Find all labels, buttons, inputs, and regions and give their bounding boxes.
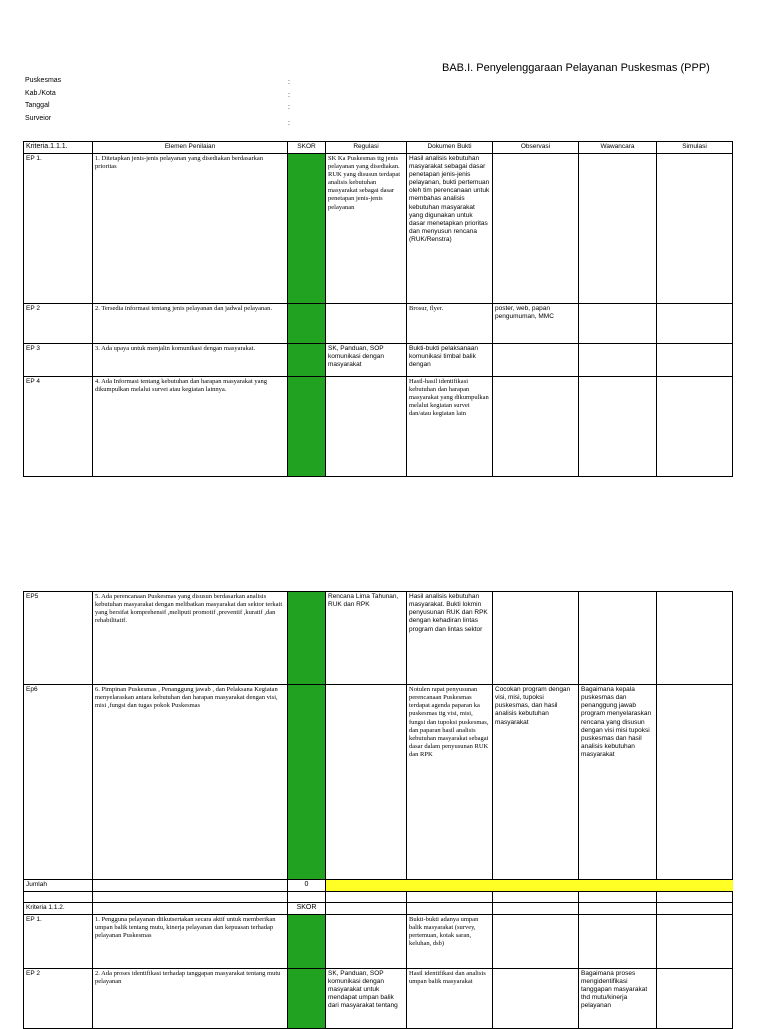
regulasi-header: Regulasi xyxy=(326,142,407,154)
ep-label: EP 4 xyxy=(24,376,93,476)
meta-kab-kota: Kab./Kota : xyxy=(25,89,290,99)
skor-cell[interactable] xyxy=(288,303,326,343)
wawancara-cell xyxy=(579,303,657,343)
regulasi-cell: SK, Panduan, SOP komunikasi dengan masyarakat untuk mendapat umpan balik dari masyarakat tentang xyxy=(326,968,407,1028)
table-row xyxy=(24,376,733,476)
skor-cell[interactable] xyxy=(288,153,326,303)
simulasi-cell xyxy=(657,685,733,880)
meta-surveior: Surveior : xyxy=(25,114,290,127)
simulasi-cell xyxy=(657,303,733,343)
ep-label: EP5 xyxy=(24,592,93,685)
table-row xyxy=(24,968,733,1028)
skor-header: SKOR xyxy=(288,902,326,914)
kriteria-continued-table xyxy=(23,591,733,1029)
elemen-cell: 2. Ada proses identifikasi terhadap tanggapan masyarakat tentang mutu pelayanan xyxy=(93,968,288,1028)
regulasi-cell: SK, Panduan, SOP komunikasi dengan masyarakat xyxy=(326,343,407,376)
skor-cell[interactable] xyxy=(288,592,326,685)
jumlah-highlight xyxy=(326,880,733,892)
wawancara-cell xyxy=(579,592,657,685)
simulasi-header: Simulasi xyxy=(657,142,733,154)
simulasi-cell xyxy=(657,968,733,1028)
simulasi-cell xyxy=(657,914,733,968)
elemen-cell: 3. Ada upaya untuk menjalin komunikasi dengan masyarakat. xyxy=(93,343,288,376)
ep-label: EP 2 xyxy=(24,968,93,1028)
observasi-cell xyxy=(493,592,579,685)
elemen-cell: 5. Ada perencanaan Puskesmas yang disusun berdasarkan analisis kebutuhan masyarakat dengan melibatkan masyarakat dan sektor terkait yang bersifat komprehensif ,meliputi promotif ,preventif ,kuratif ,dan rehabilitatif. xyxy=(93,592,288,685)
dokumen-cell: Brosur, flyer. xyxy=(407,303,493,343)
dokumen-cell: Hasil-hasil identifikasi kebutuhan dan harapan masyarakat yang dikumpulkan melalui kegiatan survei dan/atau kegiatan lain xyxy=(407,376,493,476)
page-title: BAB.I. Penyelenggaraan Pelayanan Puskesmas (PPP) xyxy=(442,62,710,74)
spacer-row xyxy=(24,891,733,902)
jumlah-label: Jumlah xyxy=(24,880,93,892)
simulasi-cell xyxy=(657,376,733,476)
kriteria-label: Kriteria 1.1.2. xyxy=(24,902,93,914)
wawancara-cell: Bagaimana kepala puskesmas dan penanggung jawab program menyelaraskan rencana yang disusun dengan visi misi tupoksi puskesmas dan hasil analisis kebutuhan masyarakat xyxy=(579,685,657,880)
observasi-cell xyxy=(493,914,579,968)
regulasi-cell xyxy=(326,376,407,476)
wawancara-cell: Bagaimana proses mengidentifikasi tanggapan masyarakat thd mutu/kinerja pelayanan xyxy=(579,968,657,1028)
skor-header: SKOR xyxy=(288,142,326,154)
meta-tanggal: Tanggal : xyxy=(25,102,290,111)
observasi-cell xyxy=(493,968,579,1028)
skor-cell[interactable] xyxy=(288,685,326,880)
observasi-cell xyxy=(493,343,579,376)
meta-puskesmas: Puskesmas : xyxy=(25,77,290,86)
dokumen-header: Dokumen Bukti xyxy=(407,142,493,154)
elemen-cell: 1. Ditetapkan jenis-jenis pelayanan yang disediakan berdasarkan prioritas xyxy=(93,153,288,303)
survey-meta xyxy=(25,77,290,127)
elemen-cell: 4. Ada Informasi tentang kebutuhan dan harapan masyarakat yang dikumpulkan melalui survei atau kegiatan lainnya. xyxy=(93,376,288,476)
elemen-header: Elemen Penilaian xyxy=(93,142,288,154)
ep-label: EP 1. xyxy=(24,153,93,303)
skor-cell[interactable] xyxy=(288,343,326,376)
jumlah-blank xyxy=(93,880,288,892)
skor-cell[interactable] xyxy=(288,376,326,476)
observasi-cell: Cocokan program dengan visi, misi, tupoksi puskesmas, dan hasil analisis kebutuhan masyarakat xyxy=(493,685,579,880)
regulasi-cell xyxy=(326,914,407,968)
dokumen-cell: Bukti-bukti adanya umpan balik masyarakat (survey, pertemuan, kotak saran, keluhan, dsb) xyxy=(407,914,493,968)
elemen-cell: 2. Tersedia informasi tentang jenis pelayanan dan jadwal pelayanan. xyxy=(93,303,288,343)
jumlah-row xyxy=(24,880,733,892)
table-header-row xyxy=(24,142,733,154)
table-row xyxy=(24,685,733,880)
wawancara-cell xyxy=(579,376,657,476)
dokumen-cell: Hasil identifikasi dan analisis umpan balik masyarakat xyxy=(407,968,493,1028)
kriteria-1-1-1-table xyxy=(23,141,733,477)
table-row xyxy=(24,303,733,343)
table-row xyxy=(24,914,733,968)
skor-cell[interactable] xyxy=(288,914,326,968)
observasi-header: Observasi xyxy=(493,142,579,154)
dokumen-cell: Hasil analisis kebutuhan masyarakat. Bukti lokmin penyusunan RUK dan RPK dengan kehadiran lintas program dan lintas sektor xyxy=(407,592,493,685)
ep-label: EP 2 xyxy=(24,303,93,343)
wawancara-cell xyxy=(579,914,657,968)
wawancara-header: Wawancara xyxy=(579,142,657,154)
regulasi-cell: SK Ka Puskesmas ttg jenis pelayanan yang disediakan. RUK yang disusun terdapat analisis kebutuhan masyarakat sebagai dasar penetapan jenis-jenis pelayanan xyxy=(326,153,407,303)
table-row xyxy=(24,592,733,685)
regulasi-cell: Rencana Lima Tahunan, RUK dan RPK xyxy=(326,592,407,685)
table-row xyxy=(24,153,733,303)
elemen-cell: 6. Pimpinan Puskesmas , Penanggung jawab , dan Pelaksana Kegiatan menyelaraskan antara kebutuhan dan harapan masyarakat dengan visi, misi ,fungsi dan tugas pokok Puskesmas xyxy=(93,685,288,880)
ep-label: EP 1. xyxy=(24,914,93,968)
simulasi-cell xyxy=(657,343,733,376)
dokumen-cell: Notulen rapat penyusunan perencanaan Puskesmas terdapat agenda paparan ka puskesmas ttg visi, misi, fungsi dan tupoksi puskesmas, dan paparan hasil analisis kebutuhan masyarakat sebagai dasar dalam penyusunan RUK dan RPK xyxy=(407,685,493,880)
wawancara-cell xyxy=(579,343,657,376)
ep-label: EP 3 xyxy=(24,343,93,376)
kriteria-header-row xyxy=(24,902,733,914)
dokumen-cell: Hasil analisis kebutuhan masyarakat sebagai dasar penetapan jenis-jenis pelayanan, bukti pertemuan oleh tim perencanaan untuk membahas analisis kebutuhan masyarakat yang digunakan untuk dasar menetapkan prioritas dan menyusun rencana (RUK/Renstra) xyxy=(407,153,493,303)
jumlah-value: 0 xyxy=(288,880,326,892)
ep-label: Ep6 xyxy=(24,685,93,880)
observasi-cell xyxy=(493,153,579,303)
observasi-cell xyxy=(493,376,579,476)
regulasi-cell xyxy=(326,303,407,343)
wawancara-cell xyxy=(579,153,657,303)
skor-cell[interactable] xyxy=(288,968,326,1028)
dokumen-cell: Bukti-bukti pelaksanaan komunikasi timbal balik dengan xyxy=(407,343,493,376)
simulasi-cell xyxy=(657,153,733,303)
kriteria-header: Kriteria.1.1.1. xyxy=(24,142,93,154)
simulasi-cell xyxy=(657,592,733,685)
elemen-cell: 1. Pengguna pelayanan diikutsertakan secara aktif untuk memberikan umpan balik tentang mutu, kinerja pelayanan dan kepuasan terhadap pelayanan Puskesmas xyxy=(93,914,288,968)
table-row xyxy=(24,343,733,376)
observasi-cell: poster, web, papan pengumuman, MMC xyxy=(493,303,579,343)
regulasi-cell xyxy=(326,685,407,880)
